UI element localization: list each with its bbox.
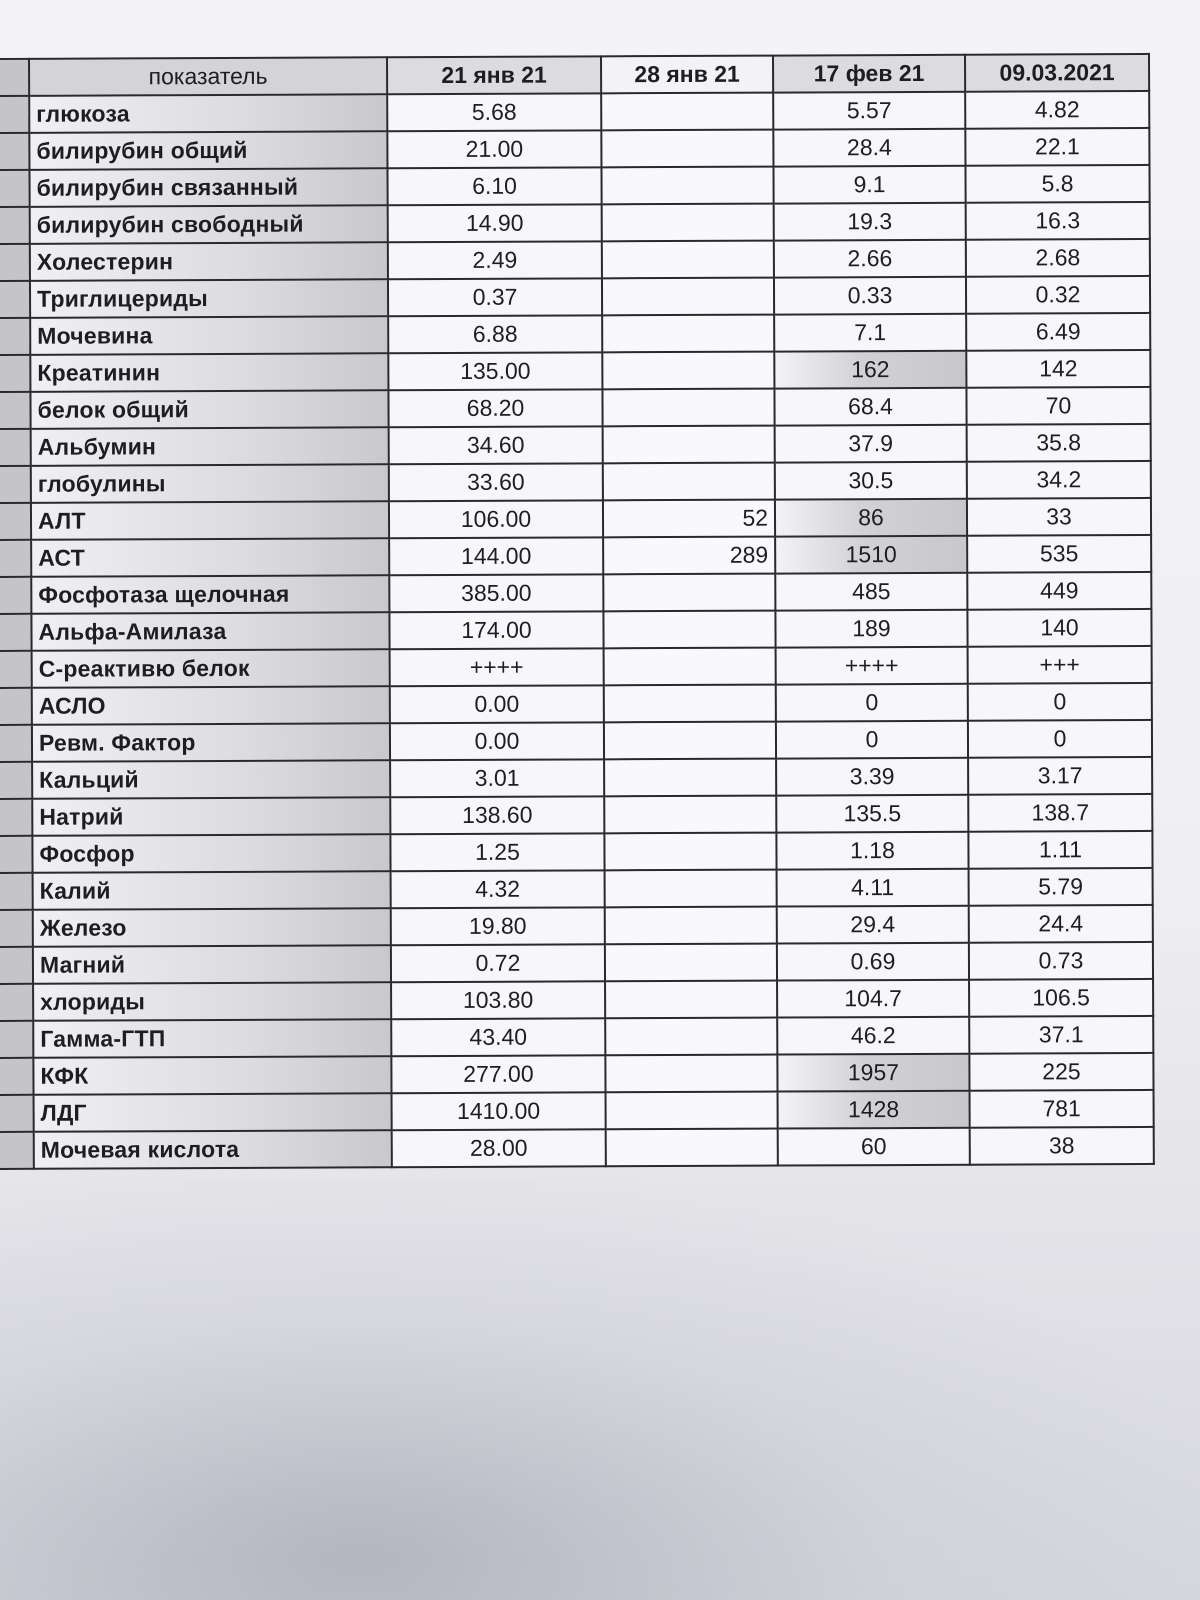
table-row bbox=[0, 646, 1152, 688]
value-cell: 142 bbox=[966, 350, 1150, 388]
value-cell: 33.60 bbox=[389, 463, 603, 501]
value-cell bbox=[601, 93, 773, 131]
table-row bbox=[0, 461, 1151, 503]
value-cell: 144.00 bbox=[389, 537, 603, 575]
edge-cell bbox=[0, 984, 33, 1021]
column-header-date: 09.03.2021 bbox=[965, 54, 1149, 92]
indicator-name-cell: КФК bbox=[33, 1056, 391, 1095]
edge-cell bbox=[0, 1132, 34, 1169]
value-cell: 28.00 bbox=[392, 1129, 606, 1167]
value-cell bbox=[604, 722, 776, 760]
edge-cell bbox=[0, 577, 31, 614]
lab-results-sheet bbox=[0, 58, 1148, 1170]
value-cell: 30.5 bbox=[775, 462, 967, 500]
value-cell: 6.49 bbox=[966, 313, 1150, 351]
indicator-name-cell: Ревм. Фактор bbox=[32, 723, 390, 762]
table-row bbox=[0, 1016, 1153, 1058]
edge-cell bbox=[0, 244, 30, 281]
value-cell: 0.33 bbox=[774, 277, 966, 315]
value-cell: 6.88 bbox=[388, 315, 602, 353]
indicator-name-cell: Креатинин bbox=[30, 353, 388, 392]
edge-cell bbox=[0, 133, 29, 170]
value-cell: 2.66 bbox=[774, 240, 966, 278]
table-row bbox=[0, 424, 1151, 466]
table-row bbox=[0, 979, 1153, 1021]
value-cell bbox=[602, 315, 774, 353]
value-cell: 43.40 bbox=[391, 1018, 605, 1056]
value-cell bbox=[601, 167, 773, 205]
edge-cell bbox=[0, 207, 30, 244]
column-header-date: 21 янв 21 bbox=[387, 56, 601, 94]
edge-cell bbox=[0, 836, 33, 873]
value-cell bbox=[603, 463, 775, 501]
edge-cell bbox=[0, 725, 32, 762]
value-cell: 174.00 bbox=[389, 611, 603, 649]
value-cell: 106.5 bbox=[969, 979, 1153, 1017]
value-cell: 4.32 bbox=[391, 870, 605, 908]
value-cell: 19.80 bbox=[391, 907, 605, 945]
value-cell: 781 bbox=[970, 1090, 1154, 1128]
edge-cell bbox=[0, 170, 30, 207]
value-cell: 138.60 bbox=[390, 796, 604, 834]
value-cell bbox=[604, 685, 776, 723]
value-cell bbox=[605, 1018, 777, 1056]
edge-cell bbox=[0, 466, 31, 503]
value-cell bbox=[606, 1129, 778, 1167]
value-cell bbox=[605, 870, 777, 908]
table-row bbox=[0, 794, 1152, 836]
value-cell: 0.69 bbox=[777, 943, 969, 981]
indicator-name-cell: АЛТ bbox=[31, 501, 389, 540]
value-cell bbox=[605, 981, 777, 1019]
table-row bbox=[0, 609, 1152, 651]
edge-cell bbox=[0, 873, 33, 910]
indicator-name-cell: хлориды bbox=[33, 982, 391, 1021]
indicator-name-cell: билирубин общий bbox=[29, 131, 387, 170]
value-cell: 0.37 bbox=[388, 278, 602, 316]
value-cell bbox=[605, 1055, 777, 1093]
value-cell bbox=[604, 648, 776, 686]
value-cell: 135.5 bbox=[776, 795, 968, 833]
value-cell bbox=[603, 574, 775, 612]
value-cell: 2.49 bbox=[388, 241, 602, 279]
column-header-indicator: показатель bbox=[29, 57, 387, 96]
indicator-name-cell: АСЛО bbox=[32, 686, 390, 725]
value-cell: 1.18 bbox=[776, 832, 968, 870]
value-cell: 289 bbox=[603, 537, 775, 575]
value-cell: 37.9 bbox=[775, 425, 967, 463]
table-row bbox=[0, 757, 1152, 799]
value-cell: 3.17 bbox=[968, 757, 1152, 795]
value-cell: 68.4 bbox=[774, 388, 966, 426]
value-cell bbox=[604, 759, 776, 797]
table-row bbox=[0, 1053, 1154, 1095]
value-cell: 1428 bbox=[778, 1091, 970, 1129]
indicator-name-cell: Мочевая кислота bbox=[34, 1130, 392, 1169]
indicator-name-cell: Фосфотаза щелочная bbox=[31, 575, 389, 614]
value-cell: 138.7 bbox=[968, 794, 1152, 832]
table-row bbox=[0, 942, 1153, 984]
indicator-name-cell: Мочевина bbox=[30, 316, 388, 355]
value-cell: 106.00 bbox=[389, 500, 603, 538]
value-cell: 4.82 bbox=[965, 91, 1149, 129]
table-row bbox=[0, 276, 1150, 318]
edge-cell bbox=[0, 96, 29, 133]
table-row bbox=[0, 572, 1151, 614]
value-cell: 535 bbox=[967, 535, 1151, 573]
indicator-name-cell: Кальций bbox=[32, 760, 390, 799]
edge-cell bbox=[0, 799, 32, 836]
value-cell: 0.00 bbox=[390, 722, 604, 760]
table-row bbox=[0, 720, 1152, 762]
value-cell: 2.68 bbox=[966, 239, 1150, 277]
value-cell bbox=[603, 426, 775, 464]
value-cell: 38 bbox=[970, 1127, 1154, 1165]
value-cell: 1410.00 bbox=[392, 1092, 606, 1130]
value-cell bbox=[604, 796, 776, 834]
value-cell: 0 bbox=[776, 684, 968, 722]
indicator-name-cell: белок общий bbox=[30, 390, 388, 429]
edge-cell bbox=[0, 1058, 34, 1095]
value-cell: 0 bbox=[968, 720, 1152, 758]
indicator-name-cell: Натрий bbox=[32, 797, 390, 836]
value-cell: 9.1 bbox=[773, 166, 965, 204]
edge-cell bbox=[0, 318, 30, 355]
page-shadow bbox=[0, 1180, 1200, 1600]
value-cell: 60 bbox=[778, 1128, 970, 1166]
table-row bbox=[0, 1127, 1154, 1169]
value-cell: 225 bbox=[969, 1053, 1153, 1091]
value-cell: 5.57 bbox=[773, 92, 965, 130]
edge-cell bbox=[0, 614, 32, 651]
value-cell: 28.4 bbox=[773, 129, 965, 167]
value-cell bbox=[606, 1092, 778, 1130]
indicator-name-cell: Альфа-Амилаза bbox=[31, 612, 389, 651]
value-cell: 46.2 bbox=[777, 1017, 969, 1055]
value-cell: 104.7 bbox=[777, 980, 969, 1018]
indicator-name-cell: Фосфор bbox=[32, 834, 390, 873]
lab-results-table bbox=[0, 53, 1155, 1170]
value-cell bbox=[602, 389, 774, 427]
table-row bbox=[0, 350, 1150, 392]
indicator-name-cell: Триглицериды bbox=[30, 279, 388, 318]
edge-cell bbox=[0, 355, 30, 392]
value-cell: 385.00 bbox=[389, 574, 603, 612]
value-cell: +++ bbox=[968, 646, 1152, 684]
edge-cell bbox=[0, 503, 31, 540]
indicator-name-cell: АСТ bbox=[31, 538, 389, 577]
value-cell: 5.79 bbox=[969, 868, 1153, 906]
table-row bbox=[0, 239, 1150, 281]
column-header-date: 28 янв 21 bbox=[601, 56, 773, 94]
indicator-name-cell: Магний bbox=[33, 945, 391, 984]
edge-cell bbox=[0, 540, 31, 577]
value-cell: 135.00 bbox=[388, 352, 602, 390]
table-row bbox=[0, 535, 1151, 577]
header-row bbox=[0, 54, 1149, 96]
value-cell: 34.2 bbox=[967, 461, 1151, 499]
value-cell: 33 bbox=[967, 498, 1151, 536]
edge-cell bbox=[0, 1095, 34, 1132]
table-row bbox=[0, 128, 1149, 170]
value-cell: 1510 bbox=[775, 536, 967, 574]
value-cell: 19.3 bbox=[774, 203, 966, 241]
value-cell: ++++ bbox=[390, 648, 604, 686]
value-cell: 6.10 bbox=[387, 167, 601, 205]
edge-cell bbox=[0, 392, 31, 429]
table-row bbox=[0, 91, 1149, 133]
value-cell: 29.4 bbox=[777, 906, 969, 944]
value-cell: 0 bbox=[968, 683, 1152, 721]
value-cell bbox=[604, 833, 776, 871]
value-cell: 0.00 bbox=[390, 685, 604, 723]
value-cell: 0.32 bbox=[966, 276, 1150, 314]
table-row bbox=[0, 868, 1153, 910]
edge-cell bbox=[0, 947, 33, 984]
value-cell: 86 bbox=[775, 499, 967, 537]
table-row bbox=[0, 313, 1150, 355]
value-cell: 22.1 bbox=[965, 128, 1149, 166]
value-cell bbox=[602, 278, 774, 316]
value-cell bbox=[602, 204, 774, 242]
value-cell: 7.1 bbox=[774, 314, 966, 352]
edge-cell bbox=[0, 59, 29, 96]
value-cell: 34.60 bbox=[389, 426, 603, 464]
indicator-name-cell: ЛДГ bbox=[34, 1093, 392, 1132]
value-cell: 103.80 bbox=[391, 981, 605, 1019]
table-row bbox=[0, 1090, 1154, 1132]
value-cell: 35.8 bbox=[967, 424, 1151, 462]
edge-cell bbox=[0, 910, 33, 947]
value-cell bbox=[605, 944, 777, 982]
table-row bbox=[0, 165, 1150, 207]
edge-cell bbox=[0, 1021, 33, 1058]
value-cell: 16.3 bbox=[966, 202, 1150, 240]
value-cell: 189 bbox=[775, 610, 967, 648]
indicator-name-cell: глюкоза bbox=[29, 94, 387, 133]
value-cell: ++++ bbox=[776, 647, 968, 685]
edge-cell bbox=[0, 429, 31, 466]
value-cell: 277.00 bbox=[391, 1055, 605, 1093]
value-cell: 4.11 bbox=[777, 869, 969, 907]
value-cell: 37.1 bbox=[969, 1016, 1153, 1054]
value-cell bbox=[605, 907, 777, 945]
value-cell: 1.25 bbox=[390, 833, 604, 871]
indicator-name-cell: Холестерин bbox=[30, 242, 388, 281]
value-cell: 14.90 bbox=[388, 204, 602, 242]
value-cell: 0 bbox=[776, 721, 968, 759]
edge-cell bbox=[0, 651, 32, 688]
value-cell: 449 bbox=[967, 572, 1151, 610]
value-cell bbox=[602, 352, 774, 390]
value-cell: 5.68 bbox=[387, 93, 601, 131]
value-cell: 1.11 bbox=[968, 831, 1152, 869]
edge-cell bbox=[0, 688, 32, 725]
indicator-name-cell: С-реактивю белок bbox=[32, 649, 390, 688]
edge-cell bbox=[0, 762, 32, 799]
value-cell: 1957 bbox=[777, 1054, 969, 1092]
value-cell: 24.4 bbox=[969, 905, 1153, 943]
value-cell: 70 bbox=[966, 387, 1150, 425]
value-cell: 5.8 bbox=[965, 165, 1149, 203]
edge-cell bbox=[0, 281, 30, 318]
indicator-name-cell: билирубин связанный bbox=[29, 168, 387, 207]
indicator-name-cell: Железо bbox=[33, 908, 391, 947]
value-cell bbox=[603, 611, 775, 649]
results-body bbox=[0, 91, 1154, 1169]
table-row bbox=[0, 498, 1151, 540]
indicator-name-cell: Гамма-ГТП bbox=[33, 1019, 391, 1058]
table-row bbox=[0, 831, 1153, 873]
value-cell bbox=[601, 130, 773, 168]
value-cell: 162 bbox=[774, 351, 966, 389]
value-cell: 21.00 bbox=[387, 130, 601, 168]
value-cell: 485 bbox=[775, 573, 967, 611]
value-cell: 0.73 bbox=[969, 942, 1153, 980]
value-cell: 0.72 bbox=[391, 944, 605, 982]
indicator-name-cell: Альбумин bbox=[31, 427, 389, 466]
indicator-name-cell: Калий bbox=[33, 871, 391, 910]
table-row bbox=[0, 387, 1151, 429]
value-cell: 3.39 bbox=[776, 758, 968, 796]
value-cell: 68.20 bbox=[388, 389, 602, 427]
indicator-name-cell: билирубин свободный bbox=[30, 205, 388, 244]
indicator-name-cell: глобулины bbox=[31, 464, 389, 503]
value-cell: 140 bbox=[967, 609, 1151, 647]
value-cell bbox=[602, 241, 774, 279]
column-header-date: 17 фев 21 bbox=[773, 55, 965, 93]
table-row bbox=[0, 683, 1152, 725]
table-row bbox=[0, 905, 1153, 947]
value-cell: 3.01 bbox=[390, 759, 604, 797]
value-cell: 52 bbox=[603, 500, 775, 538]
table-row bbox=[0, 202, 1150, 244]
